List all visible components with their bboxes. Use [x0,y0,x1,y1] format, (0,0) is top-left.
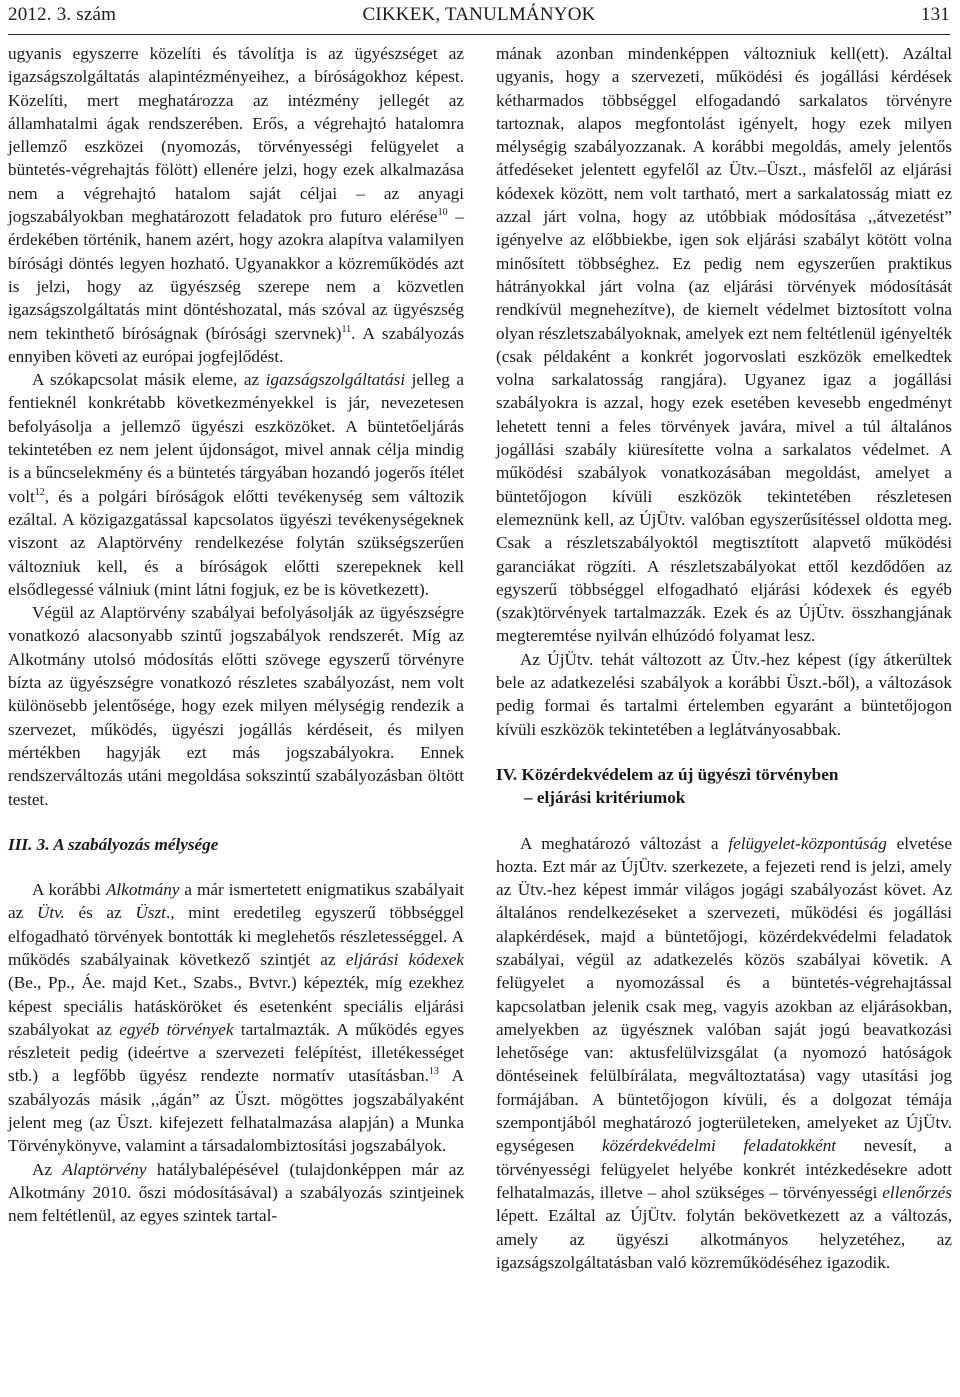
paragraph [8,42,464,368]
paragraph [496,832,952,1275]
right-column [496,42,952,1274]
text-run: . A szabályozás ennyiben követi az európai jogfejlődést. [8,323,465,366]
text-run: ., mint eredetileg egyszerű többséggel elfogadható törvények bontották ki meglehetős részletességgel. A működés szabályainak következő szintjét az [8,903,465,969]
text-run: – érdekében történik, hanem azért, hogy azokra alapítva valamilyen bírósági döntés legyen hozható. Ugyanakkor a közreműködés azt is jelzi, hogy az ügyészség szerepe nem a közvetlen igazságszolgáltatás mint döntéshozatal, más szóval az ügyészség nem tekinthető bíróságnak (bírósági szervnek) [8,207,464,343]
paragraph: Az ÚjÜtv. tehát változott az Ütv.-hez képest (így átkerültek bele az adatkezelési szabályok a korábbi Üszt.-ből), a változások pedig formai és tartalmi értelemben egyaránt a büntetőjogon kívüli eszközök tekintetében a leglátványosabbak. [496,649,952,739]
emphasis: igazságszolgáltatási [265,370,406,390]
left-column [8,42,464,1228]
emphasis: közérdekvédelmi feladatokként [601,1136,837,1156]
emphasis: Alkotmány [105,880,180,900]
footnote-ref[interactable]: 12 [34,486,45,498]
spacer [8,811,464,833]
text-run: jelleg a fentieknél konkrétabb következményekkel is jár, nevezetesen befolyásolja a jellemző ügyészi eszközöket. A büntetőeljárás tekintetében ez nem jelent újdonságot, mivel annak célja mindig is a bűncselekmény és a büntetés tárgyában hozandó jogerős ítélet volt [8,370,465,506]
page-number: 131 [920,4,950,25]
paragraph [8,1158,464,1228]
text-run: és az [64,903,136,923]
emphasis: egyéb törvények [119,1019,234,1039]
footnote-ref[interactable]: 10 [437,207,448,219]
footnote-ref[interactable]: 13 [428,1066,439,1078]
text-run: tartalmazták. A működés egyes részleteit pedig (ideértve a szervezeti felépítést, illetékességet stb.) a legfőbb ügyész rendezte normatív utasításban. [8,1019,465,1086]
footnote-ref[interactable]: 11 [341,323,352,335]
spacer [8,856,464,878]
spacer [496,741,952,763]
paragraph [8,368,464,601]
issue-label: 2012. 3. szám [8,4,117,25]
section-title: CIKKEK, TANULMÁNYOK [362,4,596,25]
text-run: elvetése hozta. Ezt már az ÚjÜtv. szerkezete, a fejezeti rend is jelzi, amely az Ütv.-hez képest immár világos jogági szabályozást követ. Az általános rendelkezéseket a szervezeti, működési és jogállási alapkérdések, majd a büntetőjogi, közérdekvédelmi feladatok szabályai, végül az adatkezelés közös szabályai követik. A felügyelet a nyomozással és a büntetés-végrehajtással kapcsolatban jelenik csak meg, vagyis azokban az eljárásokban, amelyekben az ügyésznek valóban saját jogú beavatkozási lehetősége van: aktusfelülvizsgálat (a nyomozó hatóságok döntéseinek felülbírálata, megváltoztatása) vagy utasítási jog formájában. A büntetőjogon kívüli, és a dolgozat témája szempontjából meghatározó jogterületeken, amelyeket az ÚjÜtv. egységesen [496,833,952,1156]
spacer [496,810,952,832]
paragraph: Végül az Alaptörvény szabályai befolyásolják az ügyészségre vonatkozó alacsonyabb szintű jogszabályok rendszerét. Míg az Alkotmány utolsó módosítás előtti szövege egyszerű törvényre bízta az ügyészségre vonatkozó részletes szabályozást, nem volt különösebb jelentősége, hogy ezek milyen mélységig rendezik a szervezet, működés, ügyészi jogállás kérdéseit, és milyen mértékben hagyják ezt más jogszabályokra. Ennek rendszerváltozás utáni megoldása sokszintű szabályozásban öltött testet. [8,603,464,809]
text-run: a már ismertetett enigmatikus szabályait az [8,880,464,923]
text-run: ugyanis egyszerre közelíti és távolítja is az ügyészséget az igazságszolgáltatás alapintézményeihez, a bíróságokhoz képest. Közelíti, mert meghatározza az intézmény jellegét az államhatalmi ágak rendszerében. Erős, a végrehajtó hatalomra jellemző eszközei (nyomozás, törvényességi felügyelet a büntetés-végrehajtás fölött) ellenére jelzi, hogy ezek alkalmazása nem a végrehajtó hatalom saját céljai – az anyagi jogszabályokban meghatározott feladatok pro futuro elérése [8,44,464,227]
text-run: Az [32,1159,63,1179]
text-run: , és a polgári bíróságok előtti tevékenység sem változik ezáltal. A közigazgatással kapcsolatos ügyészi tevékenységeknek viszont az Alaptörvény rendelkezése folytán szükségszerűen változniuk kell, és a bíróságok előtti szerepeknek kell elsődlegessé válniuk (mint látni fogjuk, ez be is következett). [8,486,464,599]
text-run: (Be., Pp., Áe. majd Ket., Szabs., Bvtvr.) képezték, míg ezekhez képest speciális hatásköröket és esetenként speciális eljárási szabályokat az [8,973,464,1039]
paragraph: mának azonban mindenképpen változniuk kell(ett). Azáltal ugyanis, hogy a szervezeti, működési és jogállási kérdések kétharmados többséggel elfogadandó sarkalatos törvényre tartoznak, alapos megfontolást igényelt, hogy ezek milyen mélységig szabályozzanak. A korábbi megoldás, amely jelentős átfedéseket jelentett egyfelől az Ütv.–Üszt., másfelől az eljárási kódexek között, nem volt tartható, mert a sarkalatosság miatt ez azzal járt volna, hogy az utóbbiak módosítása ,,átvezetést” igényelve az előbbiekbe, igen sok eljárási szabályt kötött volna minősített többséghez. Ez pedig nem egyszerűen praktikus hátrányokkal járt volna (az eljárási törvények módosítását rendkívül megnehezítve), de kiemelt védelmet biztosított volna olyan részletszabályoknak, amelyek ezt nem feltétlenül igényelték (csak példaként a konkrét jogorvoslati eszközök emelkedtek volna sarkalatosság rangjára). Ugyanez igaz a jogállási szabályokra is azzal, hogy ezek esetében kevesebb engedményt lehetett tenni a feles törvények javára, mivel a túl általános jogállási szabály kiüresítette volna a sarkalatos védelmet. A működési szabályok vonatkozásában megoldást, amelyet a büntetőjogon kívüli eszközök tekintetében részletesen elemeznünk kell, az ÚjÜtv. valóban egyszerűsítéssel oldotta meg. Csak a részletszabályoktól megtisztított alapvető működési garanciákat rögzíti. A részletszabályokat ettől kezdődően az egyszerű többséggel elfogadható eljárási kódexek és egyéb (szak)törvények tartalmazzák. Ezek és az ÚjÜtv. összhangjának megteremtése nyilván elhúzódó folyamat lesz. [496,44,952,646]
subsection-heading: III. 3. A szabályozás mélysége [8,834,219,854]
section-heading-line: – eljárási kritériumok [524,788,686,808]
paragraph [8,878,464,1158]
emphasis: felügyelet-központúság [728,833,887,853]
emphasis: Ütv. [36,903,65,923]
emphasis: eljárási kódexek [345,949,464,969]
emphasis: ellenőrzés [882,1182,952,1202]
text-run: nevesít, a törvényességi felügyelet helyébe konkrét intézkedésekre adott felhatalmazás, illetve – ahol szükséges – törvényességi [496,1136,952,1202]
text-run: A korábbi [32,880,106,900]
section-heading [496,763,952,810]
text-run: A szókapcsolat másik eleme, az [32,370,266,390]
section-heading-line: IV. Közérdekvédelem az új ügyészi törvényben [496,764,839,784]
text-run: A meghatározó változást a [520,833,729,853]
emphasis: Üszt [135,903,166,923]
text-run: A szabályozás másik ,,ágán” az Üszt. mögöttes jogszabályaként jelent meg (az Üszt. kifejezett felhatalmazása alapján) a Munka Törvénykönyve, valamint a társadalombiztosítási jogszabályok. [8,1066,465,1156]
running-header [8,0,950,35]
text-run: hatálybalépésével (tulajdonképpen már az Alkotmány 2010. őszi módosításával) a szabályozás szintjeinek nem feltétlenül, az egyes szintek tartal- [8,1159,464,1226]
emphasis: Alaptörvény [62,1159,147,1179]
text-run: lépett. Ezáltal az ÚjÜtv. folytán bekövetkezett az a változás, amely az ügyészi alkotmányos helyzetéhez, az igazságszolgáltatásban való közreműködéséhez igazodik. [496,1206,952,1272]
